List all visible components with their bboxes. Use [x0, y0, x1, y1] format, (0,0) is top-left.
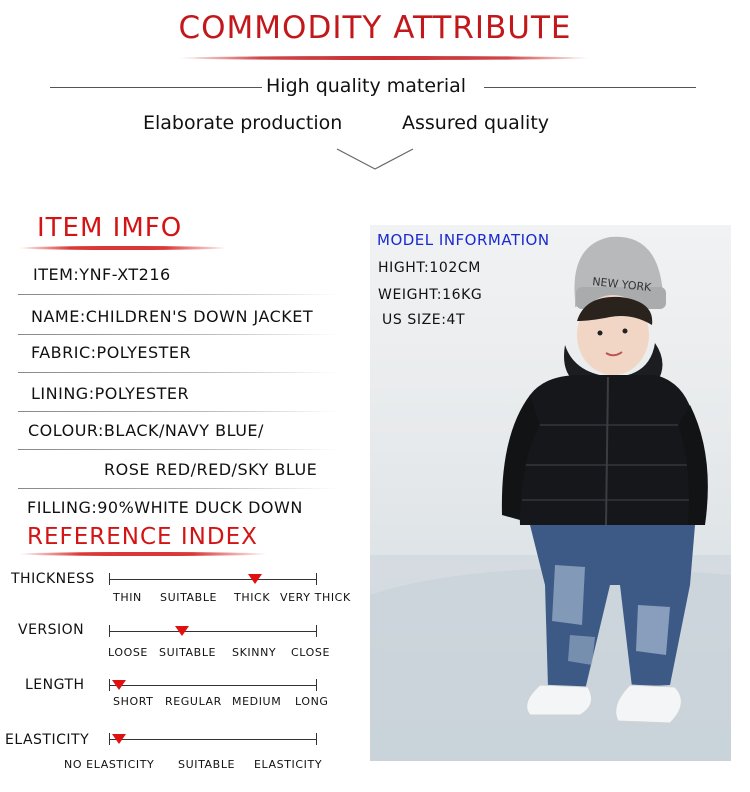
scale-option: VERY THICK	[280, 591, 351, 604]
page-title: COMMODITY ATTRIBUTE	[178, 10, 572, 46]
item-divider	[18, 488, 338, 489]
scale-label: LENGTH	[25, 677, 85, 693]
item-row-fabric: FABRIC:POLYESTER	[31, 343, 192, 362]
scale-option: LONG	[295, 695, 329, 708]
scale-tick	[316, 679, 317, 691]
chevron-down-icon	[335, 145, 415, 171]
model-info-title: MODEL INFORMATION	[377, 231, 550, 249]
tagline-left: Elaborate production	[143, 112, 343, 134]
item-divider	[18, 294, 338, 295]
item-divider	[18, 411, 338, 412]
item-info-heading: ITEM IMFO	[37, 213, 183, 243]
scale-option: SUITABLE	[160, 591, 218, 604]
item-divider	[18, 372, 338, 373]
item-row-name: NAME:CHILDREN'S DOWN JACKET	[31, 307, 314, 326]
item-row-colour-continued: ROSE RED/RED/SKY BLUE	[104, 460, 318, 479]
header-divider-right	[484, 87, 696, 88]
model-height: HIGHT:102CM	[378, 260, 481, 276]
scale-option: LOOSE	[108, 646, 148, 659]
scale-option: CLOSE	[291, 646, 331, 659]
scale-tick	[316, 625, 317, 637]
scale-line	[109, 579, 317, 580]
scale-line	[109, 685, 317, 686]
level-marker	[112, 680, 126, 690]
scale-option: REGULAR	[165, 695, 222, 708]
scale-option: MEDIUM	[232, 695, 282, 708]
scale-label: THICKNESS	[11, 571, 95, 587]
item-divider	[18, 449, 338, 450]
model-size: US SIZE:4T	[382, 312, 466, 328]
scale-label: VERSION	[18, 622, 85, 638]
scale-label: ELASTICITY	[5, 732, 90, 748]
scale-line	[109, 631, 317, 632]
scale-line	[109, 739, 317, 740]
item-info-underline	[18, 246, 228, 250]
model-weight: WEIGHT:16KG	[378, 287, 483, 303]
header-divider-left	[50, 87, 265, 88]
tagline-right: Assured quality	[402, 112, 550, 134]
beanie-text: NEW YORK	[591, 275, 652, 295]
scale-option: SKINNY	[232, 646, 277, 659]
scale-option: ELASTICITY	[254, 758, 323, 771]
title-underline	[178, 56, 590, 60]
scale-option: THICK	[234, 591, 271, 604]
item-row-colour: COLOUR:BLACK/NAVY BLUE/	[28, 421, 264, 440]
reference-index-underline	[18, 552, 268, 556]
scale-option: SUITABLE	[178, 758, 236, 771]
item-row-filling: FILLING:90%WHITE DUCK DOWN	[27, 498, 303, 517]
item-row-lining: LINING:POLYESTER	[31, 384, 190, 403]
scale-tick	[316, 733, 317, 745]
level-marker	[112, 734, 126, 744]
scale-tick	[316, 573, 317, 585]
item-divider	[18, 334, 338, 335]
scale-option: THIN	[113, 591, 142, 604]
level-marker	[248, 574, 262, 584]
level-marker	[175, 626, 189, 636]
scale-option: SUITABLE	[159, 646, 217, 659]
reference-index-heading: REFERENCE INDEX	[27, 524, 258, 550]
header-subtitle: High quality material	[262, 75, 470, 97]
model-photo	[370, 225, 731, 761]
model-illustration	[370, 225, 731, 761]
scale-option: SHORT	[113, 695, 154, 708]
item-row-item: ITEM:YNF-XT216	[33, 265, 171, 284]
scale-option: NO ELASTICITY	[64, 758, 155, 771]
